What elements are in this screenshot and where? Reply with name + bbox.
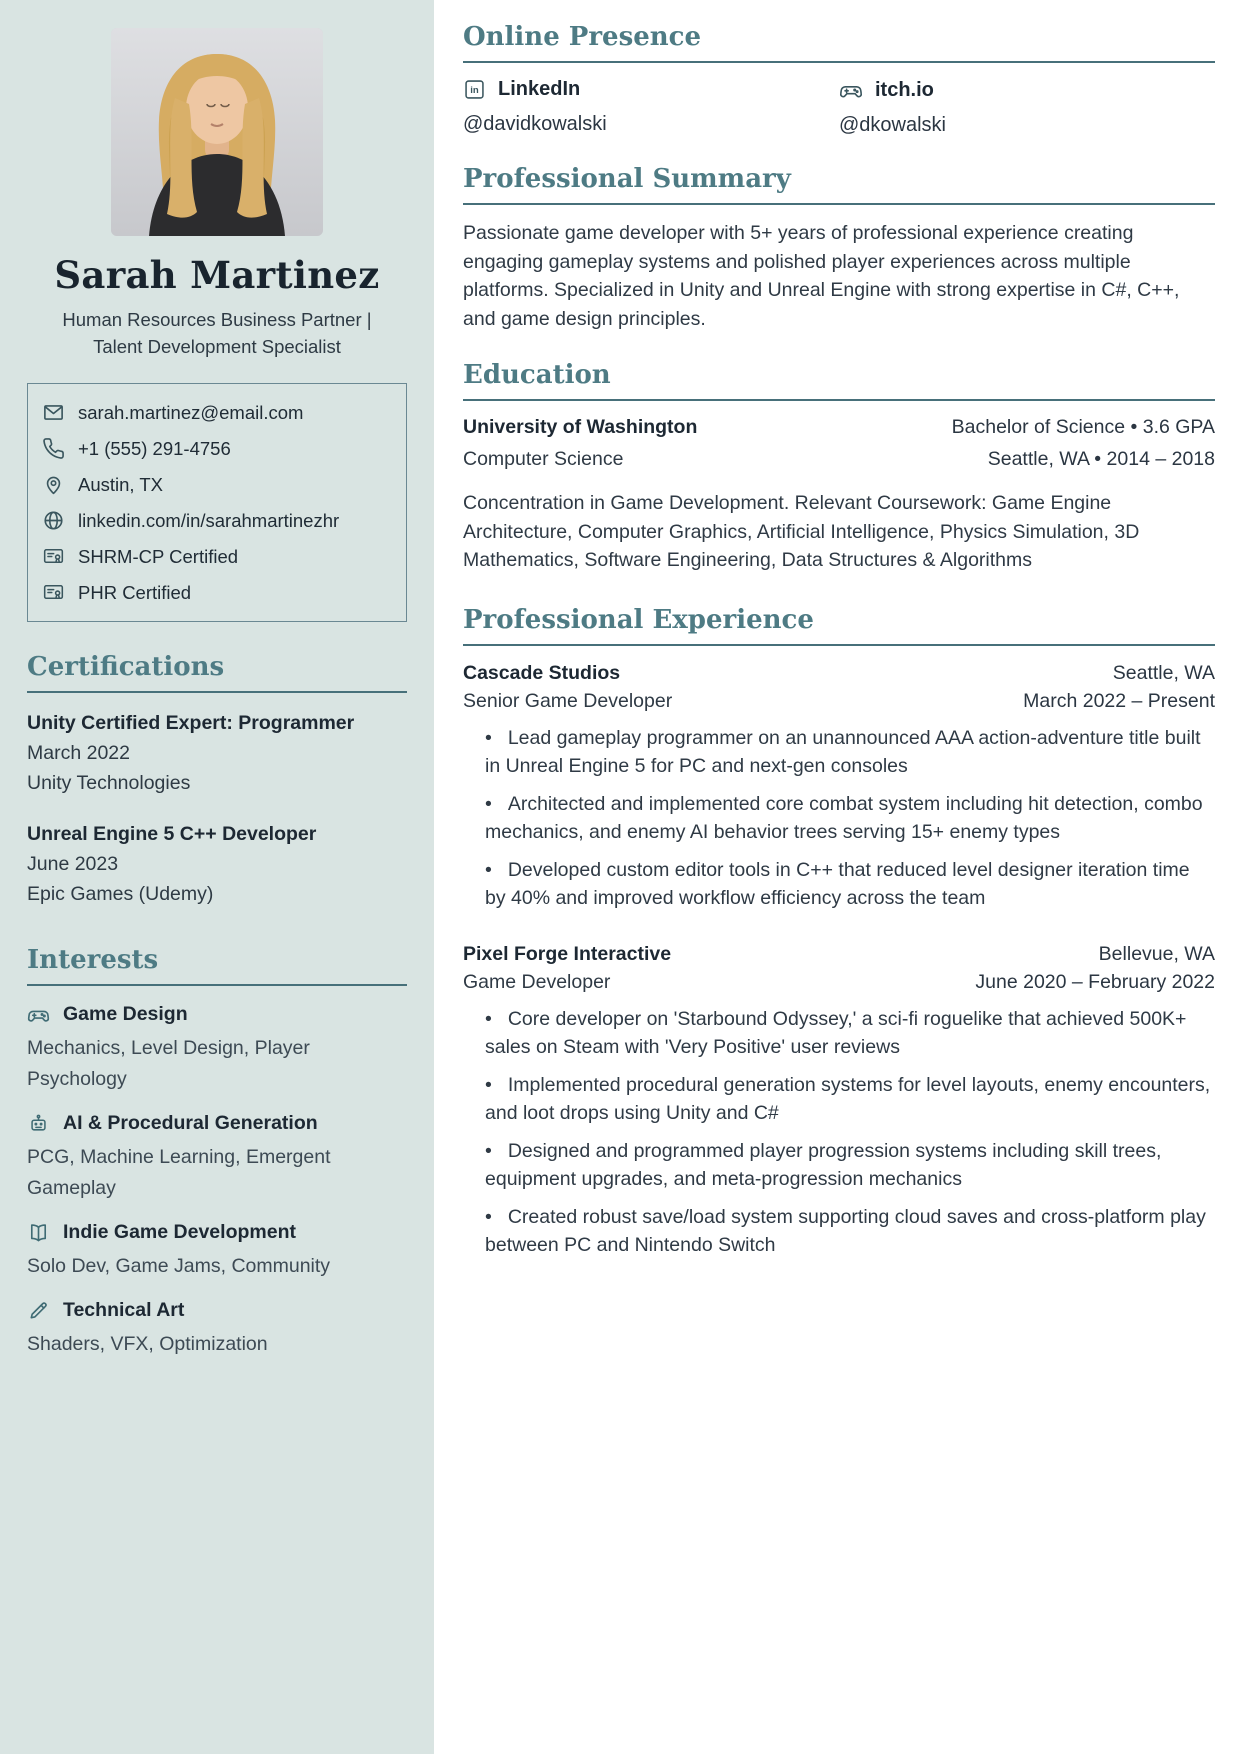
certification-issuer: Epic Games (Udemy)	[27, 883, 214, 905]
profile-platform: LinkedIn	[498, 78, 581, 100]
education-location-dates: Seattle, WA • 2014 – 2018	[987, 448, 1215, 470]
person-name: Sarah Martinez	[54, 253, 380, 297]
contact-location	[42, 473, 392, 496]
job-company: Pixel Forge Interactive	[463, 942, 672, 965]
certification-issuer: Unity Technologies	[27, 772, 191, 794]
job-location: Seattle, WA	[1112, 661, 1215, 684]
interest-item	[27, 1003, 407, 1095]
interest-title: Game Design	[63, 1003, 188, 1025]
job-bullet: • Core developer on 'Starbound Odyssey,' a sci-fi roguelike that achieved 500K+ sales on Steam with 'Very Positive' user reviews	[463, 1005, 1215, 1062]
contact-certification-phr	[42, 581, 392, 604]
contact-certification-shrm	[42, 545, 392, 568]
job-dates: June 2020 – February 2022	[975, 970, 1215, 993]
professional-summary-heading: Professional Summary	[463, 164, 1215, 205]
certificate-icon	[42, 545, 65, 568]
interests-section	[27, 945, 407, 1360]
contact-cert-phr-text: PHR Certified	[78, 581, 192, 603]
profile-itchio	[839, 78, 1215, 137]
education-heading: Education	[463, 360, 1215, 401]
job-bullet: • Lead gameplay programmer on an unannounced AAA action-adventure title built in Unreal Engine 5 for PC and next-gen consoles	[463, 724, 1215, 781]
profile-handle: @dkowalski	[839, 114, 947, 136]
envelope-icon	[42, 401, 65, 424]
contact-email	[42, 401, 392, 424]
job-company: Cascade Studios	[463, 661, 621, 684]
location-pin-icon	[42, 473, 65, 496]
linkedin-icon	[463, 78, 486, 101]
interest-title: Indie Game Development	[63, 1221, 296, 1243]
profile-platform: itch.io	[875, 78, 934, 101]
job-entry	[463, 659, 1215, 913]
job-bullet: • Designed and programmed player progression systems including skill trees, equipment upgrades, and meta-progression mechanics	[463, 1137, 1215, 1194]
interest-item	[27, 1112, 407, 1204]
certification-item	[27, 819, 407, 909]
interest-title: AI & Procedural Generation	[63, 1112, 318, 1134]
education-degree: Bachelor of Science • 3.6 GPA	[951, 416, 1215, 438]
experience-heading: Professional Experience	[463, 605, 1215, 646]
interest-description: Solo Dev, Game Jams, Community	[27, 1255, 331, 1277]
job-bullet: • Developed custom editor tools in C++ that reduced level designer iteration time by 40% and improved workflow efficiency across the team	[463, 856, 1215, 913]
job-location: Bellevue, WA	[1098, 942, 1215, 965]
contact-card	[27, 383, 407, 622]
job-role: Senior Game Developer	[463, 689, 673, 712]
portrait-illustration	[111, 28, 323, 236]
interests-heading: Interests	[27, 945, 407, 986]
job-bullet: • Architected and implemented core combat system including hit detection, combo mechanics, and enemy AI behavior trees serving 15+ enemy types	[463, 790, 1215, 847]
interest-item	[27, 1221, 407, 1282]
job-entry	[463, 940, 1215, 1260]
job-bullets	[463, 1005, 1215, 1260]
experience-section	[463, 605, 1215, 1260]
main-content	[434, 0, 1242, 1754]
education-school: University of Washington	[463, 416, 698, 438]
certification-date: June 2023	[27, 853, 119, 875]
robot-icon	[27, 1112, 50, 1135]
education-field: Computer Science	[463, 448, 624, 470]
interest-description: PCG, Machine Learning, Emergent Gameplay	[27, 1146, 331, 1199]
contact-website	[42, 509, 392, 532]
professional-summary-text: Passionate game developer with 5+ years of professional experience creating engaging gameplay systems and polished player experiences across multiple platforms. Specialized in Unity and Unreal Engine with strong expertise in C#, C++, and game design principles.	[463, 222, 1180, 330]
profiles-grid	[463, 78, 1215, 137]
professional-summary-section	[463, 164, 1215, 333]
sidebar	[0, 0, 434, 1754]
phone-icon	[42, 437, 65, 460]
job-bullets	[463, 724, 1215, 913]
interest-item	[27, 1299, 407, 1360]
education-details: Concentration in Game Development. Relevant Coursework: Game Engine Architecture, Computer Graphics, Artificial Intelligence, Physics Simulation, 3D Mathematics, Software Engineering, Data Structures & Algorithms	[463, 492, 1140, 571]
contact-phone-text: +1 (555) 291-4756	[78, 437, 231, 459]
open-book-icon	[27, 1221, 50, 1244]
contact-website-text: linkedin.com/in/sarahmartinezhr	[78, 509, 340, 531]
certification-title: Unreal Engine 5 C++ Developer	[27, 823, 317, 845]
certification-date: March 2022	[27, 742, 130, 764]
interest-description: Mechanics, Level Design, Player Psychology	[27, 1037, 310, 1090]
contact-phone	[42, 437, 392, 460]
certifications-heading: Certifications	[27, 652, 407, 693]
certifications-section	[27, 652, 407, 909]
education-section	[463, 360, 1215, 575]
online-presence-section	[463, 22, 1215, 137]
job-dates: March 2022 – Present	[1023, 689, 1215, 712]
certification-title: Unity Certified Expert: Programmer	[27, 712, 355, 734]
certificate-icon	[42, 581, 65, 604]
education-entry	[463, 413, 1215, 575]
online-presence-heading: Online Presence	[463, 22, 1215, 63]
profile-linkedin	[463, 78, 839, 137]
gamepad-icon	[839, 78, 863, 102]
contact-email-text: sarah.martinez@email.com	[78, 401, 304, 423]
profile-photo	[111, 28, 323, 236]
certification-item	[27, 708, 407, 798]
profile-handle: @davidkowalski	[463, 113, 607, 135]
job-bullet: • Implemented procedural generation systems for level layouts, enemy encounters, and loot drops using Unity and C#	[463, 1071, 1215, 1128]
job-bullet: • Created robust save/load system supporting cloud saves and cross-platform play between PC and Nintendo Switch	[463, 1203, 1215, 1260]
pen-icon	[27, 1299, 50, 1322]
globe-icon	[42, 509, 65, 532]
svg-text:in: in	[470, 85, 479, 97]
job-role: Game Developer	[463, 970, 611, 993]
interest-title: Technical Art	[63, 1299, 185, 1321]
contact-cert-shrm-text: SHRM-CP Certified	[78, 545, 239, 567]
contact-location-text: Austin, TX	[78, 473, 164, 495]
person-title: Human Resources Business Partner | Talent Development Specialist	[62, 309, 372, 357]
gamepad-icon	[27, 1003, 50, 1026]
interest-description: Shaders, VFX, Optimization	[27, 1333, 268, 1355]
